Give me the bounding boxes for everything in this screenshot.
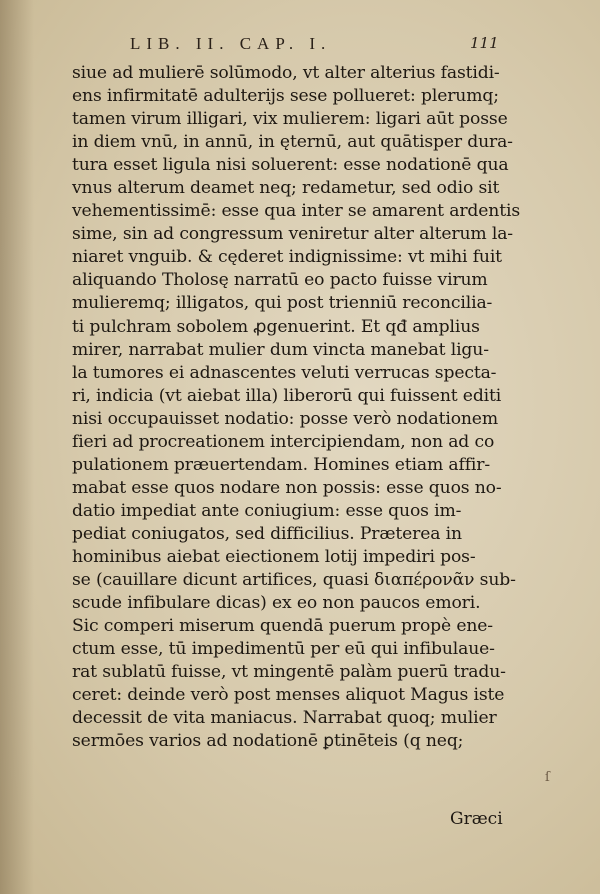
text-line: ctum esse, tū impedimentū per eū qui infibulaue-: [72, 639, 495, 660]
text-line: Sic comperi miserum quendā puerum propè ene-: [72, 616, 493, 637]
text-line: ti pulchram sobolem ꝓgenuerint. Et qđ amplius: [72, 316, 480, 337]
text-line: vehementissimē: esse qua inter se amarent ardentis: [72, 201, 520, 222]
text-block: [72, 62, 542, 753]
text-line: vnus alterum deamet neq; redametur, sed odio sit: [72, 178, 500, 199]
text-line: aliquando Tholosę narratū eo pacto fuisse virum: [72, 270, 488, 291]
text-line: scude infibulare dicas) ex eo non paucos emori.: [72, 593, 481, 614]
text-line: pulationem præuertendam. Homines etiam affir-: [72, 454, 491, 475]
text-line: rat sublatū fuisse, vt mingentē palàm puerū tradu-: [72, 662, 506, 683]
text-line: ens infirmitatē adulterijs sese pollueret: plerumq;: [72, 86, 499, 107]
text-line: sermōes varios ad nodationē ꝑtinēteis (q neq;: [72, 731, 464, 752]
text-line: mabat esse quos nodare non possis: esse quos no-: [72, 477, 502, 498]
text-line: ceret: deinde verò post menses aliquot Magus iste: [72, 685, 505, 706]
running-head: LIB. II. CAP. I.: [130, 34, 332, 53]
text-line: datio impediat ante coniugium: esse quos im-: [72, 500, 462, 521]
gutter-shadow: [0, 0, 34, 894]
text-line: pediat coniugatos, sed difficilius. Præterea in: [72, 523, 462, 544]
text-line: ri, indicia (vt aiebat illa) liberorū qui fuissent editi: [72, 385, 502, 406]
text-line: nisi occupauisset nodatio: posse verò nodationem: [72, 408, 498, 429]
margin-mark: ſ: [545, 770, 550, 785]
text-line: siue ad mulierē solūmodo, vt alter alterius fastidi-: [72, 63, 500, 83]
text-line: la tumores ei adnascentes veluti verrucas specta-: [72, 362, 497, 383]
folio-number: 111: [470, 34, 499, 52]
catchword: Græci: [450, 809, 503, 829]
text-line: sime, sin ad congressum veniretur alter alterum la-: [72, 224, 513, 245]
text-line: mirer, narrabat mulier dum vincta manebat ligu-: [72, 339, 489, 360]
text-line: decessit de vita maniacus. Narrabat quoq; mulier: [72, 708, 497, 729]
text-line: in diem vnū, in annū, in ęternū, aut quātisper dura-: [72, 132, 513, 153]
text-line: fieri ad procreationem intercipiendam, non ad co: [72, 431, 495, 452]
text-line: se (cauillare dicunt artifices, quasi διαπέρονᾶν sub-: [72, 570, 516, 591]
text-line: hominibus aiebat eiectionem lotij impediri pos-: [72, 546, 476, 567]
text-line: tamen virum illigari, vix mulierem: ligari aūt posse: [72, 109, 508, 130]
text-line: niaret vnguib. & cęderet indignissime: vt mihi fuit: [72, 247, 502, 268]
text-line: tura esset ligula nisi soluerent: esse nodationē qua: [72, 155, 509, 176]
text-line: mulieremq; illigatos, qui post trienniū reconcilia-: [72, 293, 493, 314]
